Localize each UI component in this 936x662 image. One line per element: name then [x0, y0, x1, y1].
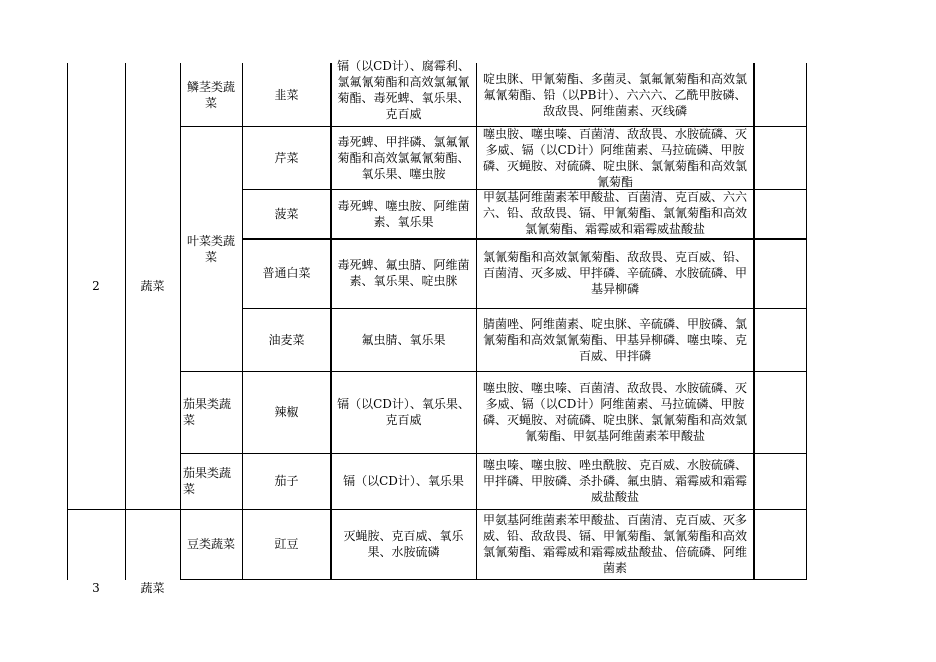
grid-line [242, 238, 807, 240]
grid-line [125, 63, 126, 580]
item-cell[interactable]: 辣椒 [274, 405, 299, 419]
parameters-a-cell[interactable]: 镉（以CD计）、氧乐果、克百威 [337, 397, 470, 427]
grid-line [180, 371, 807, 372]
serial-number-cell[interactable]: 2 [92, 279, 100, 293]
parameters-b-cell[interactable]: 噻虫胺、噻虫嗪、百菌清、敌敌畏、水胺硫磷、灭多威、镉（以CD计）阿维菌素、马拉硫磷、甲胺磷、灭蝇胺、对硫磷、啶虫脒、氯氰菊酯和高效氯氰菊酯 [482, 126, 747, 189]
parameters-b-cell[interactable]: 噻虫嗪、噻虫胺、唑虫酰胺、克百威、水胺硫磷、甲拌磷、甲胺磷、杀扑磷、氟虫腈、霜霉威和霜霉威盐酸盐 [482, 458, 747, 504]
item-cell[interactable]: 芹菜 [274, 150, 299, 165]
subcategory-cell[interactable]: 茄果类蔬菜 [183, 397, 232, 427]
parameters-a-cell[interactable]: 毒死蜱、噻虫胺、阿维菌素、氧乐果 [337, 198, 470, 229]
empty-cell[interactable] [754, 63, 806, 579]
grid-line [67, 63, 68, 580]
grid-line [180, 579, 807, 580]
grid-line [806, 63, 807, 580]
subcategory-cell[interactable]: 茄果类蔬菜 [183, 466, 232, 496]
grid-line [476, 63, 477, 580]
item-cell[interactable]: 豇豆 [274, 537, 299, 551]
parameters-b-cell[interactable]: 甲氨基阿维菌素苯甲酸盐、百菌清、克百威、灭多威、铅、敌敌畏、镉、甲氰菊酯、氯氰菊酯和高效氯氰菊酯、霜霉威和霜霉威盐酸盐、倍硫磷、阿维菌素 [482, 513, 747, 575]
category-cell[interactable]: 蔬菜 [140, 581, 165, 595]
grid-line [180, 453, 807, 454]
item-cell[interactable]: 普通白菜 [262, 266, 311, 280]
item-cell[interactable]: 茄子 [274, 474, 299, 488]
subcategory-cell[interactable]: 叶菜类蔬菜 [186, 233, 235, 264]
grid-line [242, 189, 807, 190]
subcategory-cell[interactable]: 豆类蔬菜 [186, 537, 235, 551]
grid-line [242, 63, 243, 580]
category-cell[interactable]: 蔬菜 [140, 279, 165, 293]
parameters-a-cell[interactable]: 氟虫腈、氧乐果 [361, 332, 446, 347]
item-cell[interactable]: 韭菜 [274, 87, 299, 102]
parameters-a-cell[interactable]: 灭蝇胺、克百威、氧乐果、水胺硫磷 [343, 529, 464, 559]
parameters-b-cell[interactable]: 甲氨基阿维菌素苯甲酸盐、百菌清、克百威、六六六、铅、敌敌畏、镉、甲氰菊酯、氯氰菊酯和高效氯氰菊酯、霜霉威和霜霉威盐酸盐 [482, 190, 747, 236]
parameters-a-cell[interactable]: 镉（以CD计）、腐霉利、氯氟氰菊酯和高效氯氟氰菊酯、毒死蜱、氧乐果、克百威 [337, 59, 470, 121]
serial-number-cell[interactable]: 3 [92, 581, 100, 595]
grid-line [242, 308, 807, 309]
item-cell[interactable]: 菠菜 [274, 206, 299, 221]
grid-line [753, 63, 755, 580]
grid-line [330, 63, 332, 580]
parameters-b-cell[interactable]: 噻虫胺、噻虫嗪、百菌清、敌敌畏、水胺硫磷、灭多威、镉（以CD计）阿维菌素、马拉硫磷、甲胺磷、灭蝇胺、对硫磷、啶虫脒、氯氰菊酯和高效氯氰菊酯、甲氨基阿维菌素苯甲酸盐 [482, 381, 747, 443]
parameters-b-cell[interactable]: 腈菌唑、阿维菌素、啶虫脒、辛硫磷、甲胺磷、氯氰菊酯和高效氯氰菊酯、甲基异柳磷、噻虫嗪、克百威、甲拌磷 [482, 316, 747, 363]
parameters-a-cell[interactable]: 毒死蜱、氟虫腈、阿维菌素、氧乐果、啶虫脒 [337, 258, 470, 288]
grid-line [180, 126, 807, 127]
parameters-b-cell[interactable]: 氯氰菊酯和高效氯氰菊酯、敌敌畏、克百威、铅、百菌清、灭多威、甲拌磷、辛硫磷、水胺硫磷、甲基异柳磷 [482, 250, 747, 296]
parameters-a-cell[interactable]: 镉（以CD计）、氧乐果 [343, 474, 464, 488]
parameters-b-cell[interactable]: 啶虫脒、甲氰菊酯、多菌灵、氯氟氰菊酯和高效氯氟氰菊酯、铅（以PB计）、六六六、乙酰甲胺磷、敌敌畏、阿维菌素、灭线磷 [482, 71, 747, 118]
grid-line [180, 63, 181, 580]
subcategory-cell[interactable]: 鳞茎类蔬菜 [186, 79, 235, 110]
item-cell[interactable]: 油麦菜 [268, 332, 305, 347]
grid-line [67, 509, 807, 510]
parameters-a-cell[interactable]: 毒死蜱、甲拌磷、氯氟氰菊酯和高效氯氟氰菊酯、氧乐果、噻虫胺 [337, 134, 470, 181]
